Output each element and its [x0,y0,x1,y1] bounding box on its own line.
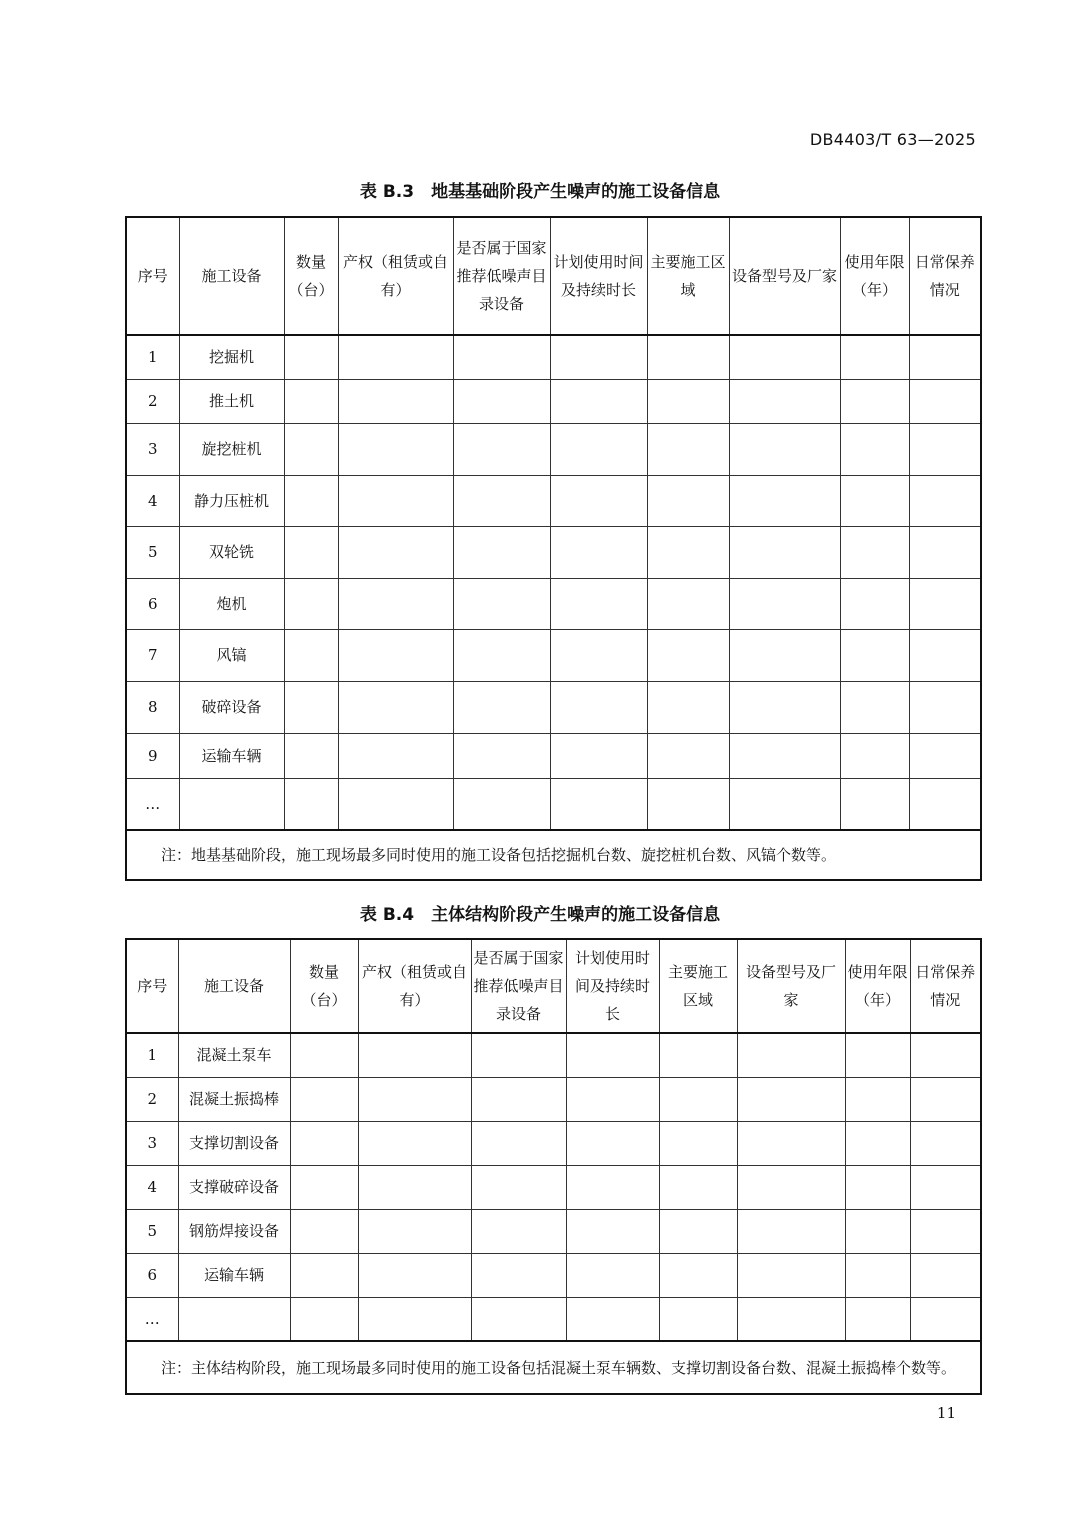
col-header: 产权（租赁或自有） [358,939,471,1033]
row-number: 9 [126,733,179,778]
empty-cell [453,423,550,475]
col-header: 主要施工区域 [659,939,737,1033]
equipment-name: 挖掘机 [179,335,284,379]
empty-cell [840,379,909,423]
empty-cell [909,379,981,423]
col-header: 序号 [126,217,179,335]
empty-cell [290,1033,358,1077]
empty-cell [566,1121,659,1165]
table-row [126,1121,981,1165]
table-row [126,1253,981,1297]
empty-cell [737,1209,845,1253]
empty-cell [729,629,840,681]
row-number: 5 [126,526,179,578]
empty-cell [358,1077,471,1121]
col-header: 序号 [126,939,178,1033]
note-label: 注： [161,846,192,864]
empty-cell [453,778,550,830]
equipment-name: 混凝土泵车 [178,1033,290,1077]
col-header: 施工设备 [179,217,284,335]
empty-cell [729,475,840,526]
empty-cell [358,1209,471,1253]
empty-cell [284,733,338,778]
empty-cell [290,1121,358,1165]
equipment-name: 风镐 [179,629,284,681]
table-row [126,629,981,681]
empty-cell [338,379,453,423]
empty-cell [845,1077,910,1121]
empty-cell [909,733,981,778]
empty-cell [910,1033,981,1077]
equipment-name: 支撑切割设备 [178,1121,290,1165]
table-row [126,733,981,778]
empty-cell [290,1077,358,1121]
equipment-name: 双轮铣 [179,526,284,578]
col-header: 施工设备 [178,939,290,1033]
empty-cell [840,423,909,475]
table-row [126,423,981,475]
equipment-name: 破碎设备 [179,681,284,733]
empty-cell [566,1165,659,1209]
empty-cell [647,526,729,578]
row-number: 5 [126,1209,178,1253]
empty-cell [358,1297,471,1341]
empty-cell [358,1121,471,1165]
empty-cell [358,1033,471,1077]
empty-cell [910,1253,981,1297]
empty-cell [840,629,909,681]
equipment-name: 支撑破碎设备 [178,1165,290,1209]
empty-cell [840,778,909,830]
col-header: 日常保养情况 [910,939,981,1033]
col-header: 数量（台） [290,939,358,1033]
col-header: 设备型号及厂家 [737,939,845,1033]
table-note [126,830,981,880]
empty-cell [647,681,729,733]
row-number: 1 [126,335,179,379]
table-b3 [125,216,982,881]
table-row [126,578,981,629]
empty-cell [284,335,338,379]
empty-cell [550,475,647,526]
empty-cell [909,578,981,629]
empty-cell [550,423,647,475]
empty-cell [909,629,981,681]
empty-cell [290,1165,358,1209]
col-header: 是否属于国家推荐低噪声目录设备 [453,217,550,335]
empty-cell [338,335,453,379]
row-number: 8 [126,681,179,733]
empty-cell [338,629,453,681]
document-code: DB4403/T 63—2025 [809,130,976,149]
row-number: 6 [126,578,179,629]
empty-cell [338,423,453,475]
equipment-name: 推土机 [179,379,284,423]
empty-cell [471,1297,566,1341]
table-row [126,379,981,423]
row-number: 6 [126,1253,178,1297]
equipment-name: 混凝土振捣棒 [178,1077,290,1121]
empty-cell [659,1121,737,1165]
table-b3-note-row [126,830,981,880]
equipment-name: 旋挖桩机 [179,423,284,475]
empty-cell [737,1033,845,1077]
empty-cell [737,1121,845,1165]
col-header: 使用年限（年） [845,939,910,1033]
empty-cell [737,1077,845,1121]
empty-cell [566,1033,659,1077]
table-row [126,526,981,578]
empty-cell [284,475,338,526]
empty-cell [471,1033,566,1077]
empty-cell [909,526,981,578]
empty-cell [910,1121,981,1165]
empty-cell [647,475,729,526]
empty-cell [453,681,550,733]
empty-cell [338,681,453,733]
col-header: 是否属于国家推荐低噪声目录设备 [471,939,566,1033]
table-row [126,1209,981,1253]
col-header: 计划使用时间及持续时长 [566,939,659,1033]
empty-cell [453,629,550,681]
row-number: 4 [126,475,179,526]
note-text: 地基基础阶段，施工现场最多同时使用的施工设备包括挖掘机台数、旋挖桩机台数、风镐个数等。 [191,846,837,864]
table-b3-title: 表 B.3 地基基础阶段产生噪声的施工设备信息 [359,182,721,202]
empty-cell [840,681,909,733]
empty-cell [338,778,453,830]
empty-cell [909,423,981,475]
table-row [126,778,981,830]
empty-cell [338,733,453,778]
table-row [126,335,981,379]
empty-cell [566,1209,659,1253]
table-row [126,1165,981,1209]
table-b4-header-row [126,939,981,1033]
empty-cell [729,578,840,629]
table-note [126,1341,981,1394]
row-number: 3 [126,423,179,475]
col-header: 日常保养情况 [909,217,981,335]
note-text: 主体结构阶段，施工现场最多同时使用的施工设备包括混凝土泵车辆数、支撑切割设备台数、混凝土振捣棒个数等。 [191,1358,957,1377]
equipment-name [178,1297,290,1341]
empty-cell [284,379,338,423]
empty-cell [471,1165,566,1209]
empty-cell [550,733,647,778]
empty-cell [284,778,338,830]
empty-cell [659,1297,737,1341]
empty-cell [647,778,729,830]
table-row [126,1297,981,1341]
empty-cell [550,778,647,830]
row-number: … [126,1297,178,1341]
empty-cell [453,379,550,423]
equipment-name: 钢筋焊接设备 [178,1209,290,1253]
empty-cell [284,629,338,681]
empty-cell [729,423,840,475]
row-number: 4 [126,1165,178,1209]
col-header: 主要施工区域 [647,217,729,335]
empty-cell [845,1121,910,1165]
empty-cell [910,1297,981,1341]
empty-cell [840,475,909,526]
empty-cell [284,681,338,733]
empty-cell [910,1209,981,1253]
empty-cell [729,379,840,423]
table-b3-header-row [126,217,981,335]
col-header: 设备型号及厂家 [729,217,840,335]
empty-cell [550,526,647,578]
empty-cell [840,733,909,778]
empty-cell [647,423,729,475]
page-number: 11 [936,1404,956,1422]
empty-cell [737,1165,845,1209]
equipment-name [179,778,284,830]
empty-cell [284,526,338,578]
row-number: 2 [126,1077,178,1121]
empty-cell [566,1297,659,1341]
empty-cell [453,578,550,629]
empty-cell [729,526,840,578]
empty-cell [659,1033,737,1077]
empty-cell [290,1209,358,1253]
empty-cell [453,335,550,379]
empty-cell [471,1121,566,1165]
empty-cell [338,475,453,526]
empty-cell [358,1165,471,1209]
equipment-name: 运输车辆 [179,733,284,778]
empty-cell [737,1253,845,1297]
row-number: 7 [126,629,179,681]
col-header: 使用年限（年） [840,217,909,335]
empty-cell [550,629,647,681]
empty-cell [659,1253,737,1297]
empty-cell [550,335,647,379]
empty-cell [453,733,550,778]
empty-cell [845,1209,910,1253]
table-b4-title: 表 B.4 主体结构阶段产生噪声的施工设备信息 [359,905,721,925]
empty-cell [845,1297,910,1341]
empty-cell [910,1077,981,1121]
empty-cell [290,1253,358,1297]
empty-cell [290,1297,358,1341]
equipment-name: 炮机 [179,578,284,629]
empty-cell [729,733,840,778]
empty-cell [737,1297,845,1341]
empty-cell [729,778,840,830]
empty-cell [284,423,338,475]
empty-cell [471,1253,566,1297]
empty-cell [566,1253,659,1297]
empty-cell [471,1077,566,1121]
table-row [126,475,981,526]
empty-cell [647,335,729,379]
empty-cell [909,681,981,733]
table-row [126,681,981,733]
empty-cell [358,1253,471,1297]
empty-cell [910,1165,981,1209]
empty-cell [909,475,981,526]
empty-cell [909,778,981,830]
empty-cell [284,578,338,629]
empty-cell [840,335,909,379]
table-row [126,1033,981,1077]
empty-cell [840,526,909,578]
equipment-name: 静力压桩机 [179,475,284,526]
col-header: 数量（台） [284,217,338,335]
row-number: 1 [126,1033,178,1077]
empty-cell [659,1165,737,1209]
empty-cell [840,578,909,629]
empty-cell [550,578,647,629]
empty-cell [845,1033,910,1077]
empty-cell [453,526,550,578]
row-number: 2 [126,379,179,423]
empty-cell [845,1165,910,1209]
row-number: … [126,778,179,830]
empty-cell [729,335,840,379]
empty-cell [647,629,729,681]
empty-cell [550,379,647,423]
empty-cell [471,1209,566,1253]
empty-cell [845,1253,910,1297]
empty-cell [909,335,981,379]
empty-cell [729,681,840,733]
row-number: 3 [126,1121,178,1165]
empty-cell [566,1077,659,1121]
equipment-name: 运输车辆 [178,1253,290,1297]
empty-cell [659,1077,737,1121]
empty-cell [647,578,729,629]
empty-cell [338,526,453,578]
empty-cell [453,475,550,526]
note-label: 注： [161,1358,192,1377]
table-row [126,1077,981,1121]
empty-cell [647,733,729,778]
table-b4 [125,938,982,1395]
table-b4-note-row [126,1341,981,1394]
empty-cell [659,1209,737,1253]
col-header: 产权（租赁或自有） [338,217,453,335]
col-header: 计划使用时间及持续时长 [550,217,647,335]
empty-cell [550,681,647,733]
empty-cell [338,578,453,629]
empty-cell [647,379,729,423]
